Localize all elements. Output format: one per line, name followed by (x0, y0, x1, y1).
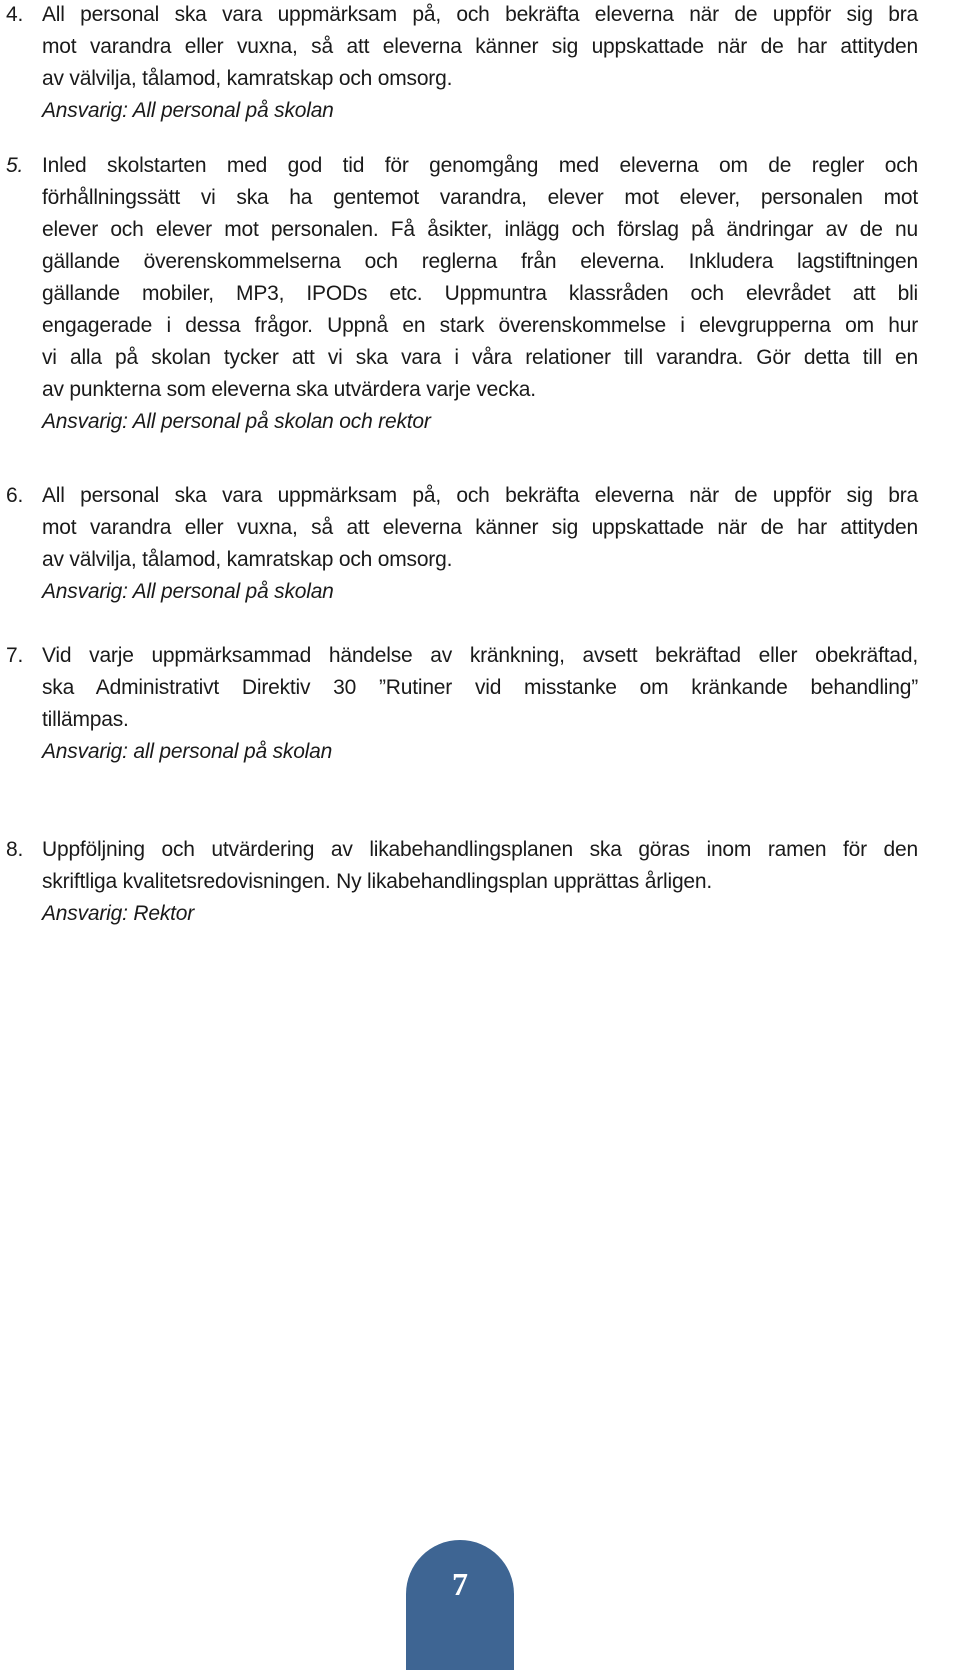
item-line: All personal ska vara uppmärksam på, och bekräfta eleverna när de uppför sig bra (42, 3, 918, 26)
item-line: gällande mobiler, MP3, IPODs etc. Uppmuntra klassråden och elevrådet att bli (42, 282, 918, 305)
responsible-line: Ansvarig: All personal på skolan (42, 99, 334, 122)
item-line: Vid varje uppmärksammad händelse av kränkning, avsett bekräftad eller obekräftad, (42, 644, 918, 667)
responsible-line: Ansvarig: All personal på skolan och rektor (42, 410, 431, 433)
item-line: engagerade i dessa frågor. Uppnå en stark överenskommelse i elevgrupperna om hur (42, 314, 918, 337)
responsible-line: Ansvarig: Rektor (42, 902, 195, 925)
item-line: av välvilja, tålamod, kamratskap och omsorg. (42, 548, 453, 571)
item-body (42, 640, 918, 768)
item-line: Inled skolstarten med god tid för genomgång med eleverna om de regler och (42, 154, 918, 177)
item-number: 4. (6, 3, 24, 26)
item-line: förhållningssätt vi ska ha gentemot varandra, elever mot elever, personalen mot (42, 186, 918, 209)
item-number: 8. (6, 838, 24, 861)
page-number-badge (406, 1540, 514, 1670)
item-line: mot varandra eller vuxna, så att eleverna känner sig uppskattade när de har attityden (42, 516, 918, 539)
item-number: 5. (6, 154, 24, 177)
item-line: mot varandra eller vuxna, så att eleverna känner sig uppskattade när de har attityden (42, 35, 918, 58)
responsible-line: Ansvarig: all personal på skolan (42, 740, 333, 763)
item-line: av punkterna som eleverna ska utvärdera varje vecka. (42, 378, 536, 401)
item-body (42, 0, 918, 127)
page-number: 7 (452, 1566, 468, 1602)
item-line: tillämpas. (42, 708, 129, 731)
item-body (42, 834, 918, 930)
item-line: All personal ska vara uppmärksam på, och bekräfta eleverna när de uppför sig bra (42, 484, 918, 507)
item-line: vi alla på skolan tycker att vi ska vara i våra relationer till varandra. Gör detta till en (42, 346, 918, 369)
item-number: 7. (6, 644, 24, 667)
item-line: gällande överenskommelserna och reglerna från eleverna. Inkludera lagstiftningen (42, 250, 918, 273)
item-number: 6. (6, 484, 24, 507)
item-body (42, 150, 918, 438)
responsible-line: Ansvarig: All personal på skolan (42, 580, 334, 603)
item-line: elever och elever mot personalen. Få åsikter, inlägg och förslag på ändringar av de nu (42, 218, 918, 241)
item-body (42, 480, 918, 608)
item-line: ska Administrativt Direktiv 30 ”Rutiner vid misstanke om kränkande behandling” (42, 676, 918, 699)
item-line: Uppföljning och utvärdering av likabehandlingsplanen ska göras inom ramen för den (42, 838, 918, 861)
item-line: skriftliga kvalitetsredovisningen. Ny likabehandlingsplan upprättas årligen. (42, 870, 713, 893)
item-line: av välvilja, tålamod, kamratskap och omsorg. (42, 67, 453, 90)
